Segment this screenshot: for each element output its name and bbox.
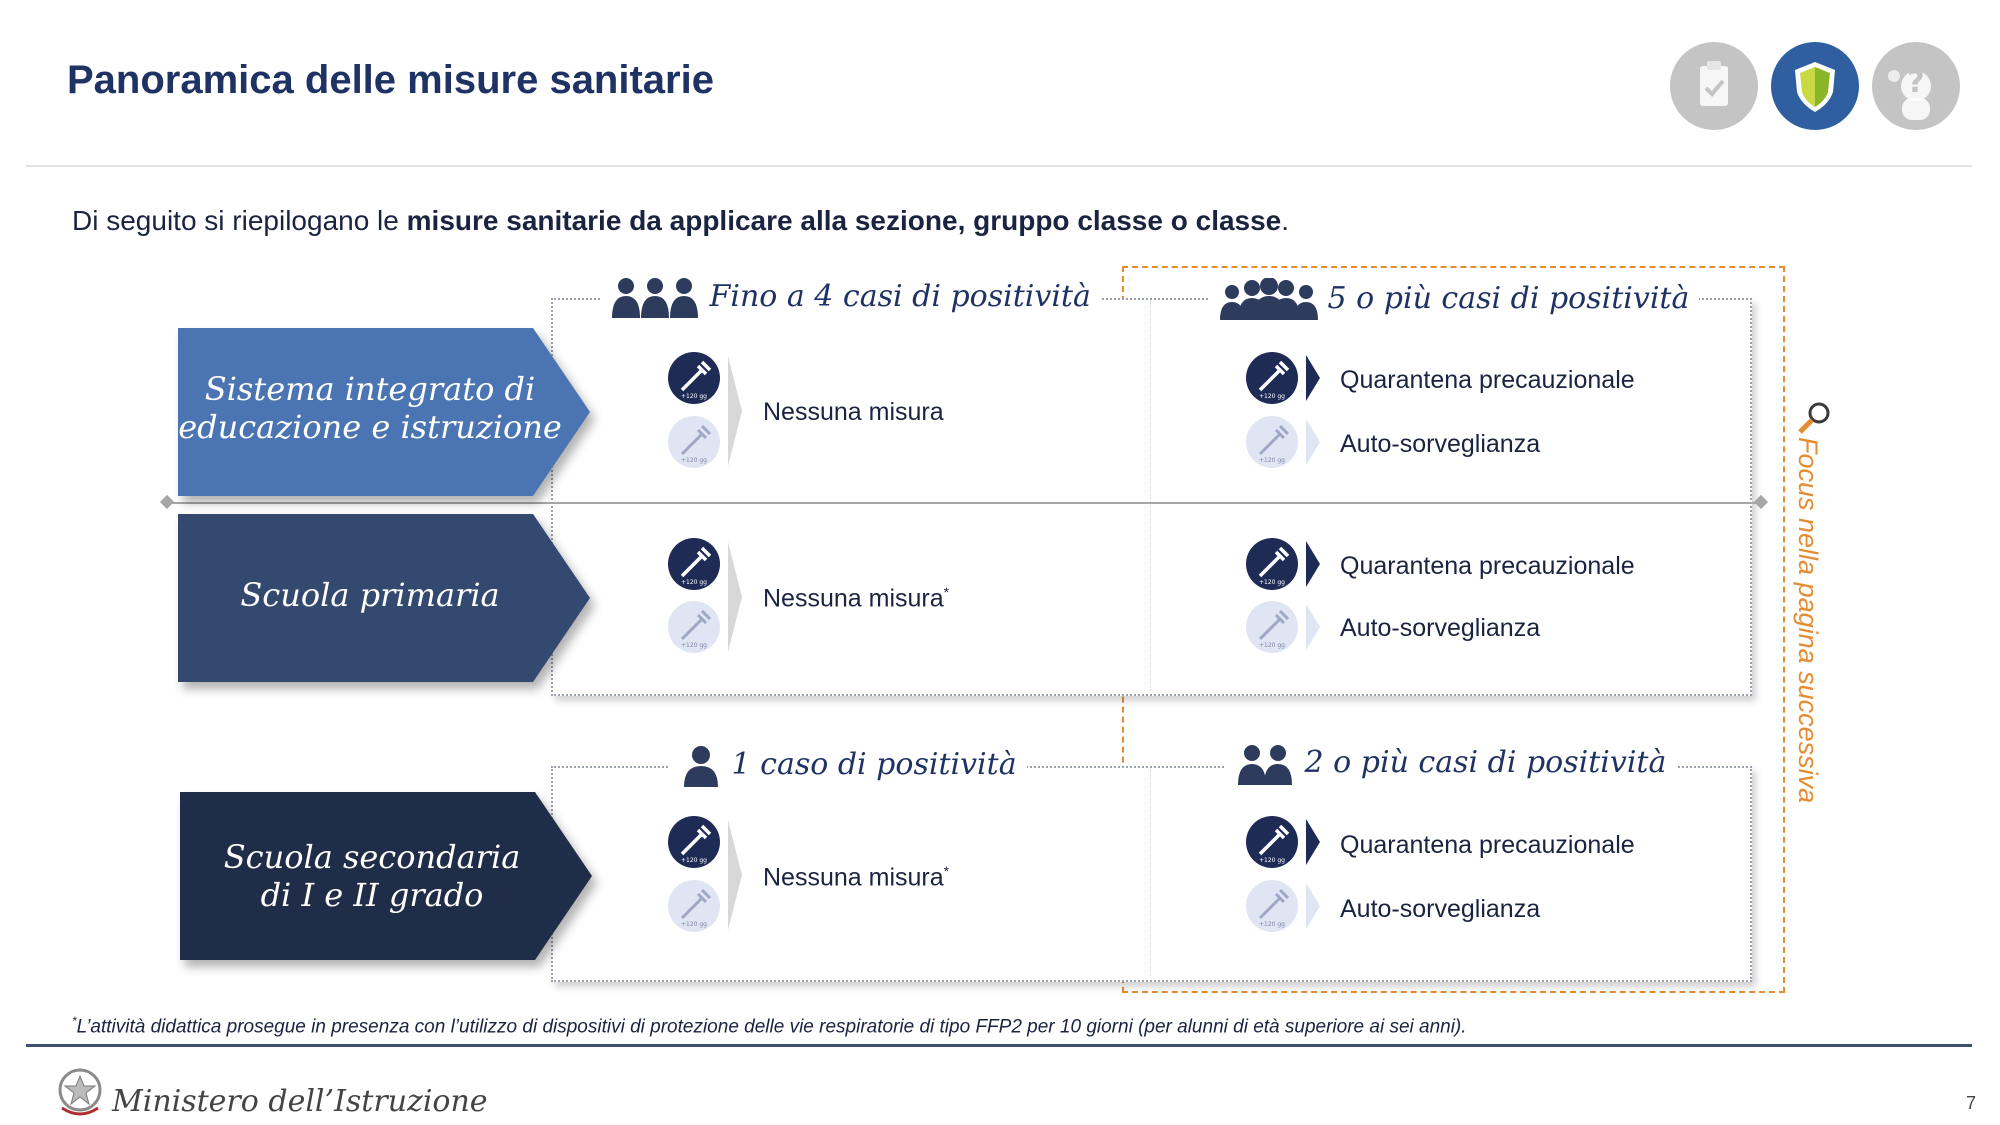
row-3-label-line1: Scuola secondaria [223, 838, 521, 876]
syringe-vaccinated-icon [668, 816, 720, 868]
focus-label[interactable]: Focus nella pagina successiva [1793, 437, 1823, 804]
syringe-vaccinated-icon [668, 352, 720, 404]
syringe-caption: +120 gg [1258, 393, 1286, 400]
intro-tail: . [1281, 205, 1290, 236]
row-2-col2-bottom: Auto-sorveglianza [1340, 614, 1541, 642]
syringe-unvaccinated-icon [1246, 601, 1298, 653]
group-1-col2-header-text: 5 o più casi di positività [1327, 281, 1690, 316]
syringe-unvaccinated-icon [668, 880, 720, 932]
group-2-col2-header [1225, 742, 1676, 786]
italian-emblem-icon [54, 1064, 106, 1120]
ministry-logo-text: Ministero dell’Istruzione [112, 1084, 488, 1119]
syringe-caption: +120 gg [1258, 579, 1286, 586]
person-icon [680, 744, 722, 788]
syringe-caption: +120 gg [680, 579, 708, 586]
clipboard-check-icon[interactable] [1670, 42, 1758, 130]
chevron-right-light-icon [1306, 883, 1322, 929]
group-1-col1-header-text: Fino a 4 casi di positività [709, 279, 1091, 314]
chevron-right-light-icon [1306, 604, 1322, 650]
syringe-caption: +120 gg [1258, 857, 1286, 864]
question-person-icon[interactable] [1872, 42, 1960, 130]
row-2-col2-top: Quarantena precauzionale [1340, 552, 1635, 580]
divider-diamond-left [160, 495, 174, 509]
intro-bold: misure sanitarie da applicare alla sezione, gruppo classe o classe [406, 205, 1282, 236]
two-people-icon [1235, 742, 1295, 786]
footer-divider [26, 1044, 1972, 1047]
syringe-vaccinated-icon [1246, 538, 1298, 590]
syringe-unvaccinated-icon [1246, 880, 1298, 932]
syringe-unvaccinated-icon [668, 601, 720, 653]
people-crowd-icon [1220, 278, 1318, 322]
chevron-right-dark-icon [1306, 355, 1322, 401]
row-1-label-line2: educazione e istruzione [178, 408, 562, 446]
chevron-right-icon [728, 356, 744, 466]
row-1-col2-bottom: Auto-sorveglianza [1340, 430, 1541, 458]
row-3-col1-label: Nessuna misura [763, 863, 944, 892]
group-2-col2-header-text: 2 o più casi di positività [1304, 745, 1667, 780]
intro-text [72, 205, 1289, 237]
row-2-label-line1: Scuola primaria [240, 576, 500, 614]
page-number: 7 [1966, 1093, 1977, 1113]
syringe-unvaccinated-icon [668, 416, 720, 468]
group-2-col1-header [670, 744, 1027, 788]
syringe-caption: +120 gg [680, 642, 708, 649]
group-1-col1-header [600, 276, 1101, 320]
intro-lead: Di seguito si riepilogano le [72, 205, 407, 236]
chevron-right-icon [728, 542, 744, 652]
syringe-unvaccinated-icon [1246, 416, 1298, 468]
syringe-vaccinated-icon [1246, 352, 1298, 404]
row-3-label [172, 838, 572, 914]
syringe-caption: +120 gg [1258, 642, 1286, 649]
syringe-caption: +120 gg [1258, 457, 1286, 464]
group-2-col1-header-text: 1 caso di positività [731, 747, 1017, 782]
syringe-vaccinated-icon [668, 538, 720, 590]
footnote [72, 1014, 1467, 1038]
row-1-col2-top: Quarantena precauzionale [1340, 366, 1635, 394]
group-1-separator [1150, 300, 1151, 690]
footnote-marker: * [943, 584, 950, 600]
row-3-col2-top: Quarantena precauzionale [1340, 831, 1635, 859]
row-2-col1-text [763, 584, 949, 613]
page-title: Panoramica delle misure sanitarie [67, 58, 714, 102]
group-2-separator [1150, 770, 1151, 976]
row-3-col2-bottom: Auto-sorveglianza [1340, 895, 1541, 923]
row-3-label-line2: di I e II grado [260, 876, 484, 914]
syringe-caption: +120 gg [680, 457, 708, 464]
syringe-caption: +120 gg [680, 393, 708, 400]
row-2-label [170, 576, 570, 614]
header-divider [26, 165, 1972, 167]
row-1-col1-text: Nessuna misura [763, 398, 944, 426]
footnote-text: L’attività didattica prosegue in presenza con l’utilizzo di dispositivi di protezione delle vie respiratorie di tipo FFP2 per 10 giorni (per alunni di età superiore ai sei anni). [76, 1016, 1467, 1038]
syringe-caption: +120 gg [680, 921, 708, 928]
people-group-icon [610, 276, 700, 320]
shield-icon[interactable] [1771, 42, 1859, 130]
chevron-right-dark-icon [1306, 541, 1322, 587]
chevron-right-light-icon [1306, 419, 1322, 465]
syringe-caption: +120 gg [1258, 921, 1286, 928]
chevron-right-dark-icon [1306, 819, 1322, 865]
row-3-col1-text [763, 863, 949, 892]
row-2-col1-label: Nessuna misura [763, 584, 944, 613]
svg-text:?: ? [1907, 65, 1925, 100]
footnote-marker: * [72, 1014, 77, 1028]
syringe-vaccinated-icon [1246, 816, 1298, 868]
group-1-col2-header [1210, 278, 1699, 322]
chevron-right-icon [728, 820, 744, 930]
magnifier-icon[interactable] [1796, 400, 1832, 436]
syringe-caption: +120 gg [680, 857, 708, 864]
row-1-label-line1: Sistema integrato di [204, 370, 536, 408]
row-1-label [170, 370, 570, 446]
footnote-marker: * [943, 863, 950, 879]
